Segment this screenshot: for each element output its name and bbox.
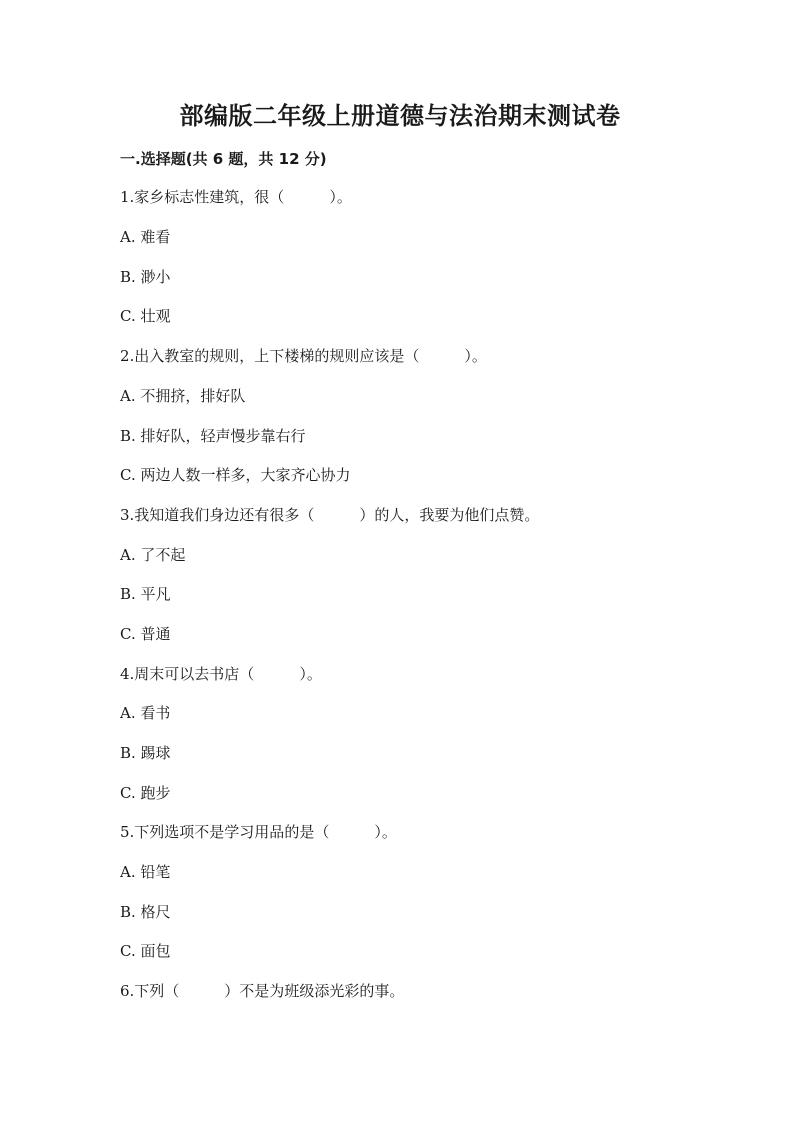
question-4-option-c: C. 跑步	[120, 784, 171, 802]
question-1-option-c: C. 壮观	[120, 307, 171, 325]
question-1-option-a: A. 难看	[120, 228, 171, 246]
question-4-stem: 4.周末可以去书店（ ）。	[120, 665, 322, 683]
question-3-option-b: B. 平凡	[120, 585, 171, 603]
question-1-stem: 1.家乡标志性建筑，很（ ）。	[120, 188, 352, 206]
question-3-option-a: A. 了不起	[120, 546, 186, 564]
question-2-stem: 2.出入教室的规则，上下楼梯的规则应该是（ ）。	[120, 347, 487, 365]
question-2-option-b: B. 排好队，轻声慢步靠右行	[120, 427, 306, 445]
question-5-option-c: C. 面包	[120, 942, 171, 960]
question-5-option-b: B. 格尺	[120, 903, 171, 921]
question-6-stem: 6.下列（ ）不是为班级添光彩的事。	[120, 982, 405, 1000]
question-3-stem: 3.我知道我们身边还有很多（ ）的人，我要为他们点赞。	[120, 506, 540, 524]
section-header: 一.选择题(共 6 题，共 12 分)	[120, 150, 327, 168]
document-title: 部编版二年级上册道德与法治期末测试卷	[179, 101, 621, 130]
question-5-stem: 5.下列选项不是学习用品的是（ ）。	[120, 823, 397, 841]
question-4-option-a: A. 看书	[120, 704, 171, 722]
question-2-option-c: C. 两边人数一样多，大家齐心协力	[120, 466, 351, 484]
question-5-option-a: A. 铅笔	[120, 863, 171, 881]
question-4-option-b: B. 踢球	[120, 744, 171, 762]
question-1-option-b: B. 渺小	[120, 268, 171, 286]
question-3-option-c: C. 普通	[120, 625, 171, 643]
question-2-option-a: A. 不拥挤，排好队	[120, 387, 246, 405]
